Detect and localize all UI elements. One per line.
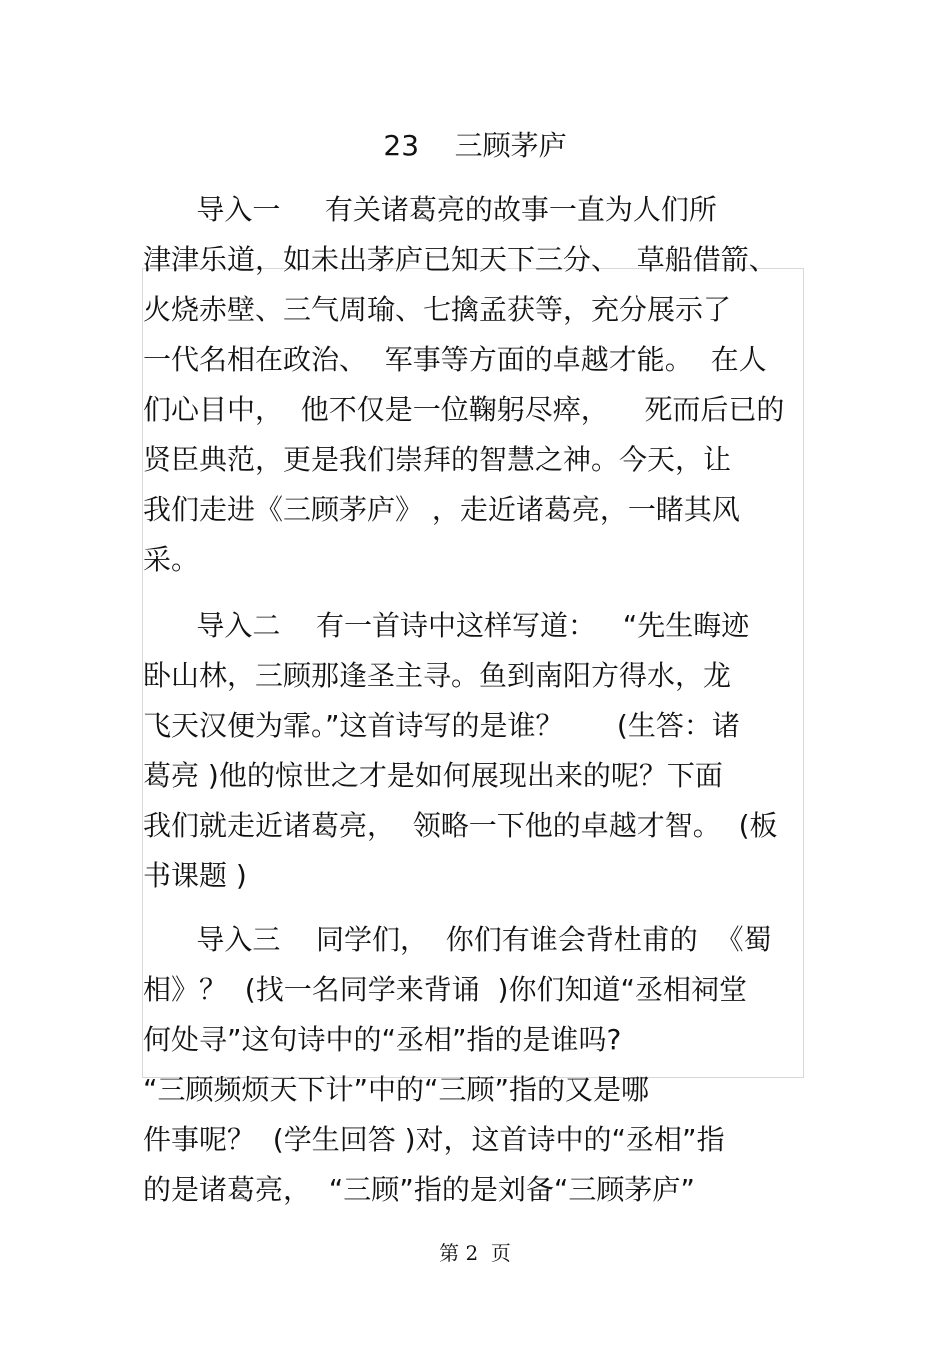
text-line-4: 一代名相在政治、 军事等方面的卓越才能。 在人 — [143, 343, 767, 376]
text-line-13: 我们就走近诸葛亮， 领略一下他的卓越才智。 (板 — [143, 809, 778, 842]
text-line-15: 导入三 同学们， 你们有谁会背杜甫的 《蜀 — [143, 923, 772, 956]
page-title: 23 三顾茅庐 — [383, 129, 567, 162]
text-line-14: 书课题 ) — [143, 859, 247, 892]
text-line-5: 们心目中， 他不仅是一位鞠躬尽瘁， 死而后已的 — [143, 393, 785, 426]
text-line-6: 贤臣典范，更是我们崇拜的智慧之神。今天，让 — [143, 443, 732, 476]
text-line-19: 件事呢？ (学生回答 )对，这首诗中的“丞相”指 — [143, 1123, 725, 1156]
page-number: 第 2 页 — [439, 1241, 511, 1265]
text-line-20: 的是诸葛亮， “三顾”指的是刘备“三顾茅庐” — [143, 1173, 695, 1206]
text-line-2: 津津乐道，如未出茅庐已知天下三分、 草船借箭、 — [143, 243, 777, 276]
text-line-12: 葛亮 )他的惊世之才是如何展现出来的呢？下面 — [143, 759, 723, 792]
text-line-10: 卧山林，三顾那逢圣主寻。鱼到南阳方得水，龙 — [143, 659, 732, 692]
text-line-3: 火烧赤壁、三气周瑜、七擒孟获等，充分展示了 — [143, 293, 732, 326]
text-line-7: 我们走进《三顾茅庐》 ，走近诸葛亮，一睹其风 — [143, 493, 740, 526]
text-line-8: 采。 — [143, 543, 200, 576]
text-line-17: 何处寻”这句诗中的“丞相”指的是谁吗? — [143, 1023, 622, 1056]
text-line-1: 导入一 有关诸葛亮的故事一直为人们所 — [143, 193, 717, 226]
text-line-16: 相》？ (找一名同学来背诵 )你们知道“丞相祠堂 — [143, 973, 747, 1006]
text-line-9: 导入二 有一首诗中这样写道： “先生晦迹 — [143, 609, 750, 642]
text-line-11: 飞天汉便为霏。”这首诗写的是谁？ (生答：诸 — [143, 709, 740, 742]
text-line-18: “三顾频烦天下计”中的“三顾”指的又是哪 — [143, 1073, 650, 1106]
